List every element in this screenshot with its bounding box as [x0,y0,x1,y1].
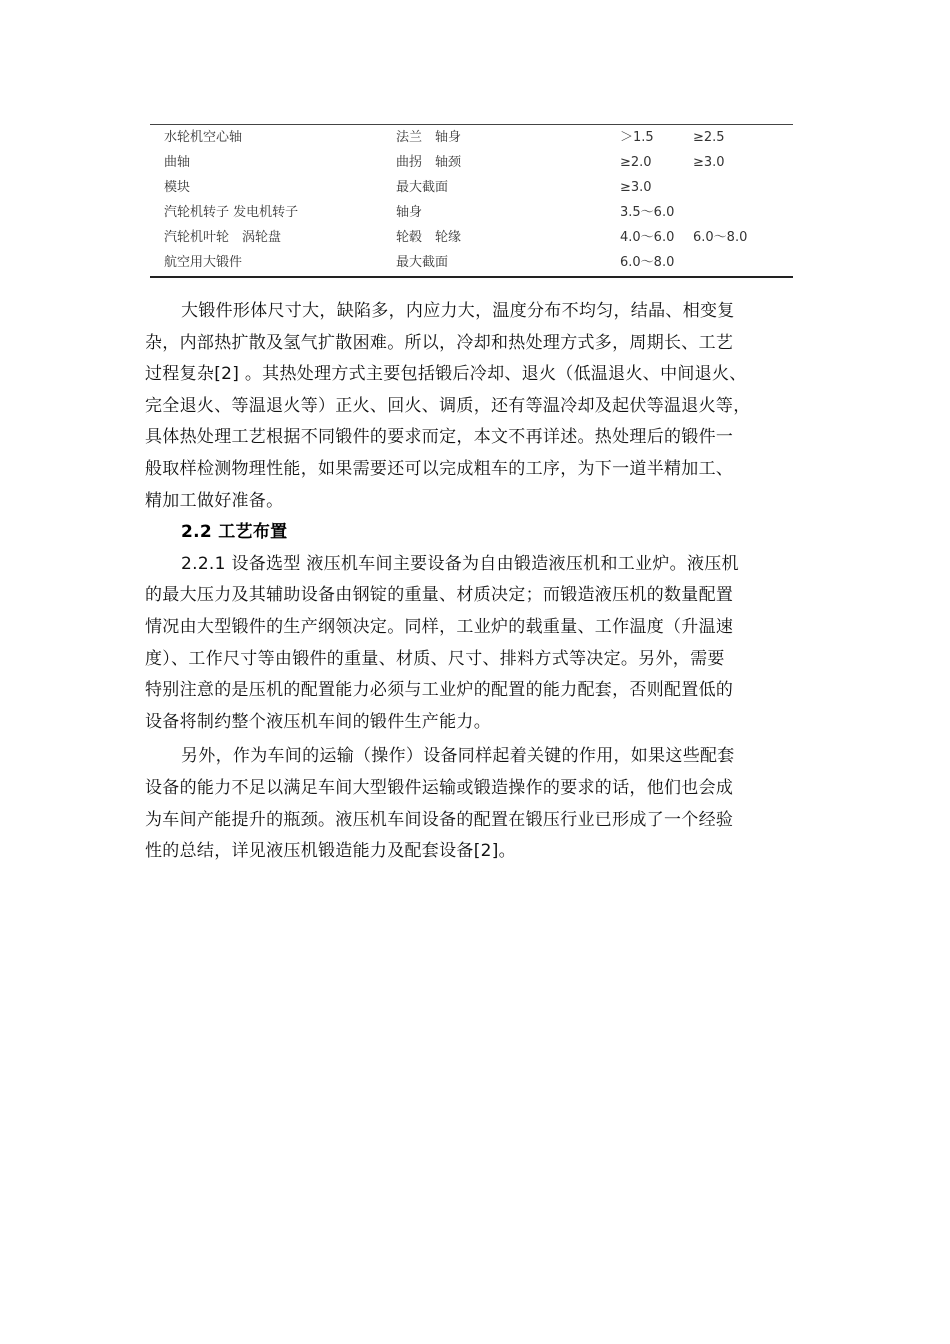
text-line: 般取样检测物理性能，如果需要还可以完成粗车的工序，为下一道半精加工、 [145,458,734,479]
table-cell-ratio1: 4.0～6.0 [620,230,675,245]
paragraph-heat-treatment [145,296,807,517]
text-line: 具体热处理工艺根据不同锻件的要求而定，本文不再详述。热处理后的锻件一 [145,427,734,448]
table-cell-section: 最大截面 [396,255,449,270]
table-cell-ratio1: ≥3.0 [620,180,652,195]
table-cell-ratio1: ＞1.5 [620,130,654,145]
table-cell-ratio2: ≥3.0 [693,155,725,170]
table-row [150,200,793,225]
text-line: 为车间产能提升的瓶颈。液压机车间设备的配置在锻压行业已形成了一个经验 [145,809,734,830]
text-line: 精加工做好准备。 [145,490,284,511]
table-row [150,175,793,200]
table-cell-section: 最大截面 [396,180,449,195]
text-line: 度）、工作尺寸等由锻件的重量、材质、尺寸、排料方式等决定。另外，需要 [145,648,725,669]
text-line: 2.2.1 设备选型 液压机车间主要设备为自由锻造液压机和工业炉。液压机 [181,553,739,574]
table-cell-part: 汽轮机叶轮 涡轮盘 [164,230,282,245]
paragraph-equipment-selection [145,549,807,739]
table-cell-part: 模块 [164,180,191,195]
table-cell-section: 轮毂 轮缘 [396,230,462,245]
table-cell-part: 曲轴 [164,155,191,170]
text-line: 大锻件形体尺寸大，缺陷多，内应力大，温度分布不均匀，结晶、相变复 [181,301,735,321]
table-row [150,125,793,150]
table-cell-ratio1: 3.5～6.0 [620,205,675,220]
text-line: 情况由大型锻件的生产纲领决定。同样，工业炉的载重量、工作温度（升温速 [145,616,734,637]
table-cell-part: 水轮机空心轴 [164,130,243,145]
table-cell-ratio1: ≥2.0 [620,155,652,170]
table-row [150,250,793,275]
text-line: 另外，作为车间的运输（操作）设备同样起着关键的作用，如果这些配套 [181,746,735,767]
table-cell-section: 轴身 [396,205,423,220]
text-line: 特别注意的是压机的配置能力必须与工业炉的配置的能力配套，否则配置低的 [145,680,734,701]
table-row [150,150,793,175]
table-cell-ratio2: 6.0～8.0 [693,230,748,245]
text-line: 设备的能力不足以满足车间大型锻件运输或锻造操作的要求的话，他们也会成 [145,777,734,798]
table-cell-ratio2: ≥2.5 [693,130,725,145]
table-row [150,225,793,250]
table-cell-part: 汽轮机转子 发电机转子 [164,205,299,220]
text-line: 完全退火、等温退火等）正火、回火、调质，还有等温冷却及起伏等温退火等， [145,395,751,416]
text-line: 的最大压力及其辅助设备由钢锭的重量、材质决定；而锻造液压机的数量配置 [145,585,734,606]
body-text [145,296,807,868]
paragraph-transport-equipment [145,741,807,867]
text-line: 设备将制约整个液压机车间的锻件生产能力。 [145,711,491,732]
text-line: 性的总结，详见液压机锻造能力及配套设备[2]。 [145,841,516,862]
text-line: 过程复杂[2] 。其热处理方式主要包括锻后冷却、退火（低温退火、中间退火、 [145,364,747,385]
text-line: 杂，内部热扩散及氢气扩散困难。所以，冷却和热处理方式多，周期长、工艺 [145,332,734,353]
table-bottom-rule [150,276,793,278]
section-heading: 2.2 工艺布置 [181,522,288,543]
table-cell-section: 曲拐 轴颈 [396,155,462,170]
table-cell-part: 航空用大锻件 [164,255,243,270]
table-cell-ratio1: 6.0～8.0 [620,255,675,270]
table-cell-section: 法兰 轴身 [396,130,462,145]
